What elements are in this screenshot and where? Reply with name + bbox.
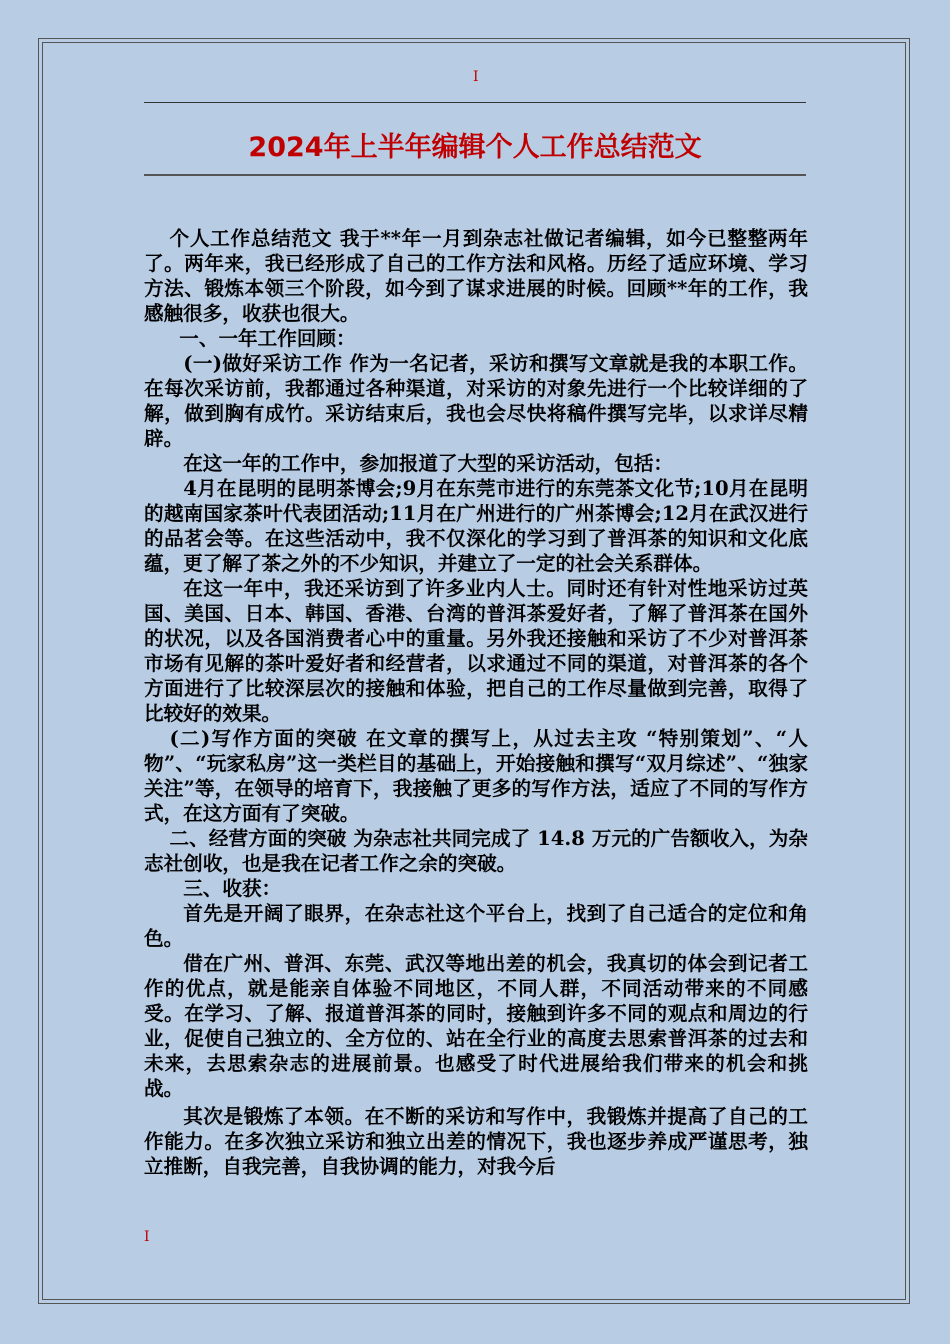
header-mark: I (473, 69, 479, 85)
footer-mark: I (144, 1229, 150, 1245)
header-rule (144, 102, 806, 103)
paragraph-events: 4月在昆明的昆明茶博会;9月在东莞市进行的东莞茶文化节;10月在昆明的越南国家茶叶代表团活动;11月在广州进行的广州茶博会;12月在武汉进行的品茗会等。在这些活动中，我不仅深化的学习到了普洱茶的知识和文化底蕴，更了解了茶之外的不少知识，并建立了一定的社会关系群体。 (144, 477, 808, 575)
paragraph-events-intro: 在这一年的工作中，参加报道了大型的采访活动，包括： (183, 452, 674, 475)
section-heading-1: 一、一年工作回顾： (179, 327, 356, 350)
paragraph-intro: 个人工作总结范文 我于**年一月到杂志社做记者编辑，如今已整整两年了。两年来，我已经形成了自己的工作方法和风格。历经了适应环境、学习方法、锻炼本领三个阶段，如今到了谋求进展的时候。回顾**年的工作，我感触很多，收获也很大。 (144, 227, 808, 325)
paragraph-travel: 借在广州、普洱、东莞、武汉等地出差的机会，我真切的体会到记者工作的优点，就是能亲自体验不同地区，不同人群，不同活动带来的不同感受。在学习、了解、报道普洱茶的同时，接触到许多不同的观点和周边的行业，促使自己独立的、全方位的、站在全行业的高度去思索普洱茶的过去和未来，去思索杂志的进展前景。也感受了时代进展给我们带来的机会和挑战。 (144, 952, 808, 1100)
document-body (144, 226, 808, 1179)
paragraph-insiders: 在这一年中，我还采访到了许多业内人士。同时还有针对性地采访过英国、美国、日本、韩国、香港、台湾的普洱茶爱好者，了解了普洱茶在国外的状况，以及各国消费者心中的重量。另外我还接触和采访了不少对普洱茶市场有见解的茶叶爱好者和经营者，以求通过不同的渠道，对普洱茶的各个方面进行了比较深层次的接触和体验，把自己的工作尽量做到完善，取得了比较好的效果。 (144, 577, 808, 725)
title-rule (144, 174, 806, 176)
paragraph-skills: 其次是锻炼了本领。在不断的采访和写作中，我锻炼并提高了自己的工作能力。在多次独立采访和独立出差的情况下，我也逐步养成严谨思考，独立推断，自我完善，自我协调的能力，对我今后 (144, 1105, 808, 1178)
section-heading-3: 三、收获： (183, 877, 282, 900)
paragraph-horizon: 首先是开阔了眼界，在杂志社这个平台上，找到了自己适合的定位和角色。 (144, 902, 808, 950)
paragraph-business: 二、经营方面的突破 为杂志社共同完成了 14.8 万元的广告额收入，为杂志社创收，也是我在记者工作之余的突破。 (144, 827, 808, 875)
paragraph-writing: (二)写作方面的突破 在文章的撰写上，从过去主攻 “特别策划”、“人物”、“玩家私房”这一类栏目的基础上，开始接触和撰写“双月综述”、“独家关注”等，在领导的培育下，我接触了更多的写作方法，适应了不同的写作方式，在这方面有了突破。 (144, 727, 808, 825)
document-title: 2024年上半年编辑个人工作总结范文 (248, 132, 702, 163)
paragraph-interview: (一)做好采访工作 作为一名记者，采访和撰写文章就是我的本职工作。在每次采访前，我都通过各种渠道，对采访的对象先进行一个比较详细的了解，做到胸有成竹。采访结束后，我也会尽快将稿件撰写完毕，以求详尽精辟。 (144, 352, 808, 450)
